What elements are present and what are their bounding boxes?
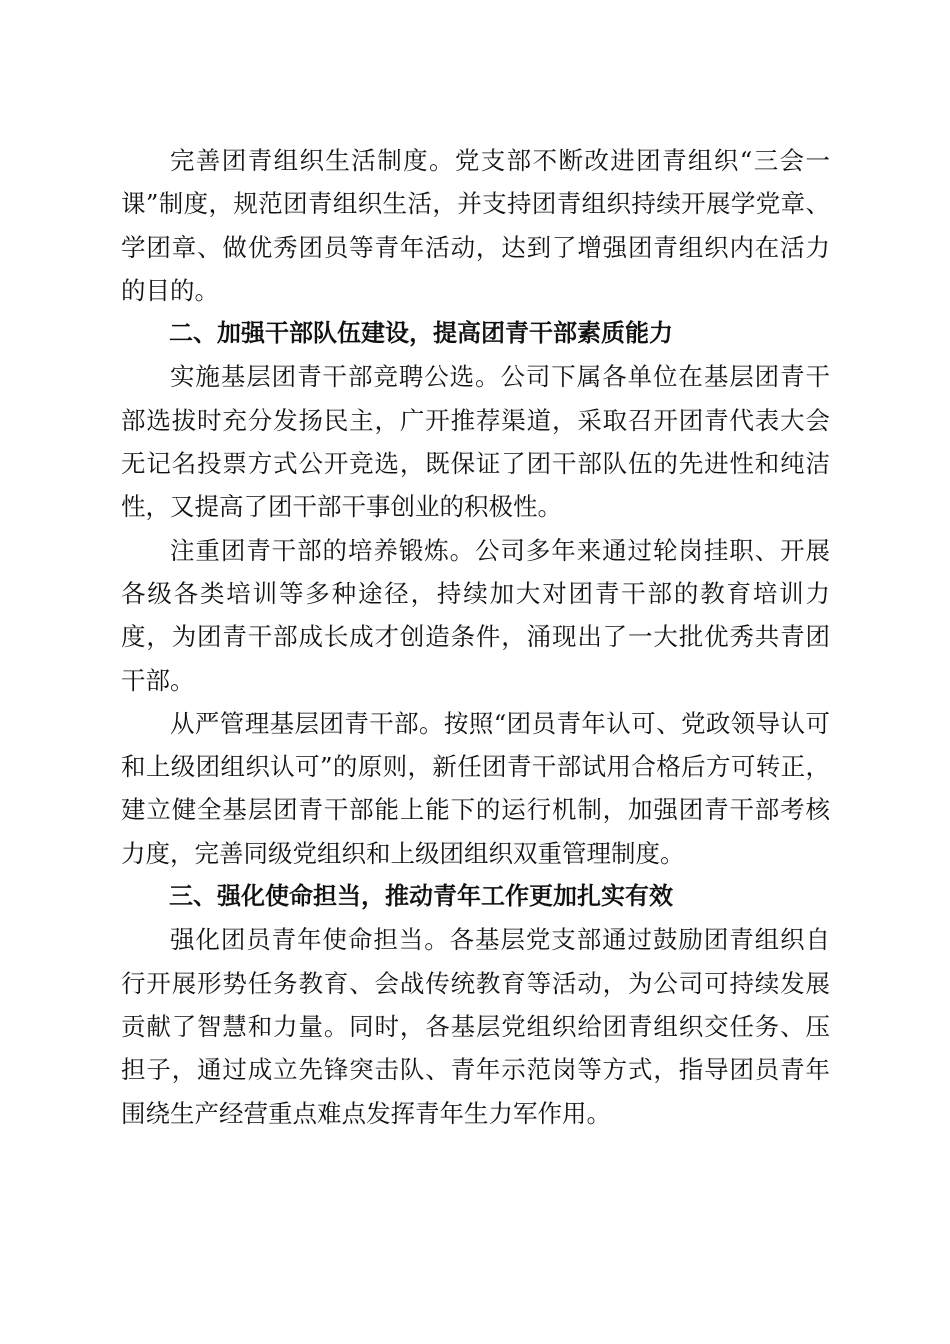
paragraph-cadre-management: 从严管理基层团青干部。按照“团员青年认可、党政领导认可和上级团组织认可”的原则，新任团青干部试用合格后方可转正，建立健全基层团青干部能上能下的运行机制，加强团青干部考核力度，完善同级党组织和上级团组织双重管理制度。 — [121, 708, 830, 868]
section-heading-2: 二、加强干部队伍建设，提高团青干部素质能力 — [169, 319, 673, 348]
paragraph-youth-mission: 强化团员青年使命担当。各基层党支部通过鼓励团青组织自行开展形势任务教育、会战传统教育等活动，为公司可持续发展贡献了智慧和力量。同时，各基层党组织给团青组织交任务、压担子，通过成立先锋突击队、青年示范岗等方式，指导团员青年围绕生产经营重点难点发挥青年生力军作用。 — [121, 925, 830, 1128]
paragraph-cadre-training: 注重团青干部的培养锻炼。公司多年来通过轮岗挂职、开展各级各类培训等多种途径，持续加大对团青干部的教育培训力度，为团青干部成长成才创造条件，涌现出了一大批优秀共青团干部。 — [121, 535, 830, 695]
document-body — [121, 139, 830, 1135]
section-heading-3: 三、强化使命担当，推动青年工作更加扎实有效 — [169, 882, 673, 911]
paragraph-improve-league-life: 完善团青组织生活制度。党支部不断改进团青组织“三会一课”制度，规范团青组织生活，并支持团青组织持续开展学党章、学团章、做优秀团员等青年活动，达到了增强团青组织内在活力的目的。 — [121, 146, 830, 305]
paragraph-cadre-selection: 实施基层团青干部竞聘公选。公司下属各单位在基层团青干部选拔时充分发扬民主，广开推荐渠道，采取召开团青代表大会无记名投票方式公开竞选，既保证了团干部队伍的先进性和纯洁性，又提高了团干部干事创业的积极性。 — [121, 362, 830, 522]
